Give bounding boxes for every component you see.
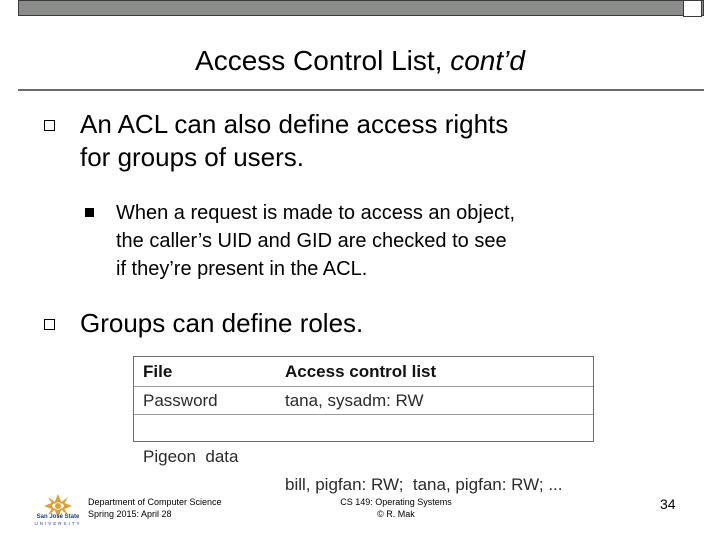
acl-header-row	[134, 358, 593, 386]
footer-left	[88, 496, 222, 520]
sub-bullet-line-1: When a request is made to access an object,	[116, 202, 516, 224]
page-number: 34	[660, 496, 676, 512]
table-row	[134, 387, 593, 415]
slide-title	[0, 44, 720, 78]
title-underline	[18, 89, 704, 91]
logo-subtitle: UNIVERSITY	[34, 521, 82, 526]
filled-square-bullet-icon	[85, 208, 94, 217]
acl-cell-acl: tana, sysadm: RW	[285, 391, 424, 410]
sub-bullet-line-3: if they’re present in the ACL.	[116, 258, 368, 280]
sub-bullet-line-2: the caller’s UID and GID are checked to see	[116, 230, 507, 252]
footer-term: Spring 2015: April 28	[88, 509, 172, 519]
footer-dept: Department of Computer Science	[88, 497, 222, 507]
bullet-2-line-1: Groups can define roles.	[80, 308, 364, 338]
acl-cell-file: Password	[143, 391, 218, 410]
footer-course: CS 149: Operating Systems	[340, 497, 452, 507]
hollow-square-bullet-icon	[44, 120, 55, 131]
bullet-1-line-2: for groups of users.	[80, 142, 304, 172]
bullet-1-line-1: An ACL can also define access rights	[80, 109, 509, 139]
top-decoration-box	[683, 0, 702, 17]
title-italic: cont’d	[450, 45, 525, 76]
acl-table	[133, 356, 594, 494]
top-decoration-bar	[18, 0, 704, 16]
footer-middle	[334, 496, 458, 520]
hollow-square-bullet-icon	[44, 319, 55, 330]
title-regular: Access Control List,	[195, 45, 451, 76]
acl-header-acl: Access control list	[285, 362, 437, 381]
acl-cell-acl: bill, pigfan: RW; tana, pigfan: RW; ...	[285, 475, 563, 494]
logo-name: San José State	[36, 514, 80, 520]
acl-cell-file: Pigeon data	[143, 447, 239, 466]
footer-author: © R. Mak	[377, 509, 415, 519]
acl-header-file: File	[143, 362, 173, 381]
table-row	[134, 415, 593, 494]
